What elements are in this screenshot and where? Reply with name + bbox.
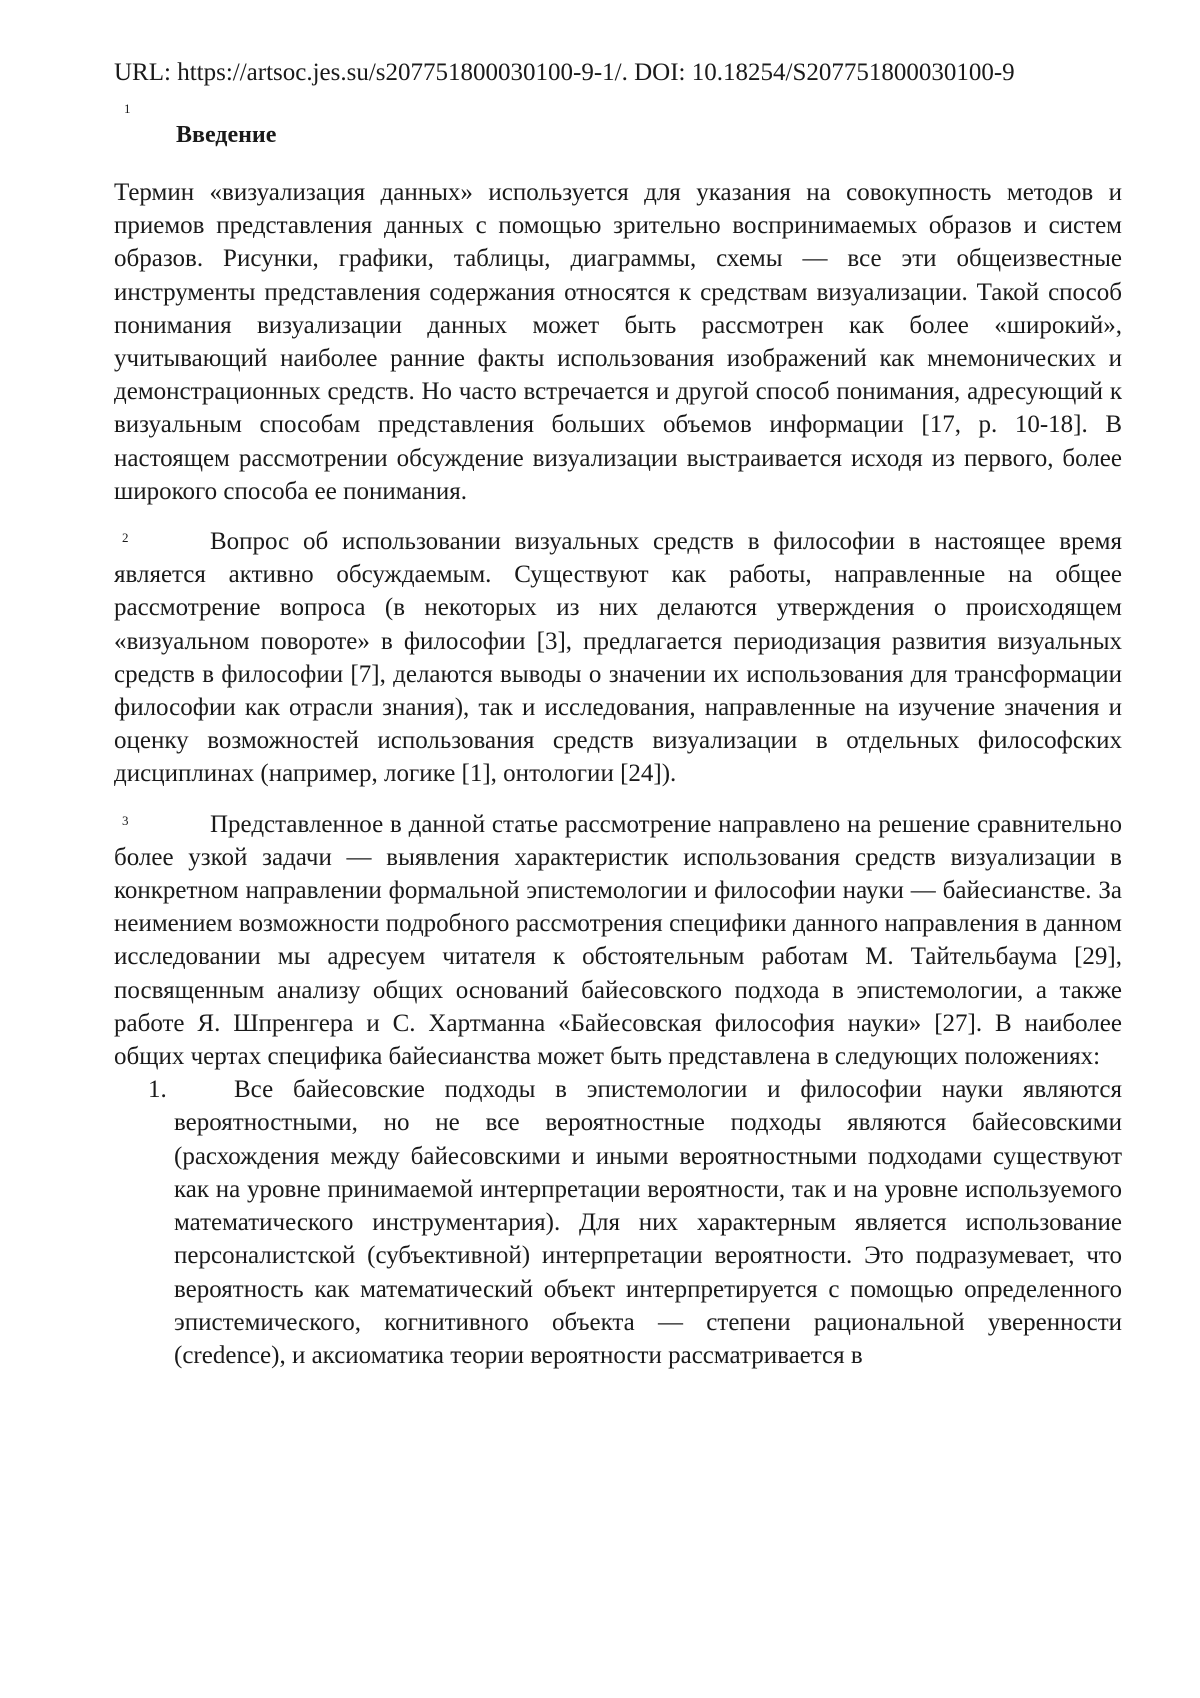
paragraph-bayesianism: Представленное в данной статье рассмотрение направлено на решение сравнительно более узкой задачи — выявления характеристик использования средств визуализации в конкретном направлении формальной эпистемологии и философии науки — байесианстве. За неимением возможности подробного рассмотрения специфики данного направления в данном исследовании мы адресуем читателя к обстоятельным работам М. Тайтельбаума [29], посвященным анализу общих оснований байесовского подхода в эпистемологии, а также работе Я. Шпренгера и С. Хартманна «Байесовская философия науки» [27]. В наиболее общих чертах специфика байесианства может быть представлена в следующих положениях: (114, 808, 1122, 1074)
paragraph-visual-means: Вопрос об использовании визуальных средств в философии в настоящее время является активно обсуждаемым. Существуют как работы, направленные на общее рассмотрение вопроса (в некоторых из них делаются утверждения о происходящем «визуальном повороте» в философии [3], предлагается периодизация развития визуальных средств в философии [7], делаются выводы о значении их использования для трансформации философии как отрасли знания), так и исследования, направленные на изучение значения и оценку возможностей использования средств визуализации в отдельных философских дисциплинах (например, логике [1], онтологии [24]). (114, 525, 1122, 791)
paragraph-block (114, 808, 1122, 1074)
list-item-marker: 1. (148, 1073, 167, 1106)
doi-url-line: URL: https://artsoc.jes.su/s207751800030100-9-1/. DOI: 10.18254/S207751800030100-9 (114, 56, 1122, 90)
paragraph-number: 2 (122, 531, 129, 545)
paragraph-number: 1 (124, 102, 1122, 116)
paragraph-intro: Термин «визуализация данных» используется для указания на совокупность методов и приемов представления данных с помощью зрительно воспринимаемых образов и систем образов. Рисунки, графики, таблицы, диаграммы, схемы — все эти общеизвестные инструменты представления содержания относятся к средствам визуализации. Такой способ понимания визуализации данных может быть рассмотрен как более «широкий», учитывающий наиболее ранние факты использования изображений как мнемонических и демонстрационных средств. Но часто встречается и другой способ понимания, адресующий к визуальным способам представления больших объемов информации [17, p. 10-18]. В настоящем рассмотрении обсуждение визуализации выстраивается исходя из первого, более широкого способа ее понимания. (114, 176, 1122, 508)
list-item (114, 1073, 1122, 1372)
numbered-list (114, 1073, 1122, 1372)
paragraph-number: 3 (122, 814, 129, 828)
paragraph-block (114, 525, 1122, 791)
section-heading: Введение (176, 120, 1122, 150)
document-page (114, 56, 1122, 1372)
list-item-text: Все байесовские подходы в эпистемологии и философии науки являются вероятностными, но не все вероятностные подходы являются байесовскими (расхождения между байесовскими и иными вероятностными подходами существуют как на уровне принимаемой интерпретации вероятности, так и на уровне используемого математического инструментария). Для них характерным является использование персоналистской (субъективной) интерпретации вероятности. Это подразумевает, что вероятность как математический объект интерпретируется с помощью определенного эпистемического, когнитивного объекта — степени рациональной уверенности (credence), и аксиоматика теории вероятности рассматривается в (174, 1073, 1122, 1372)
